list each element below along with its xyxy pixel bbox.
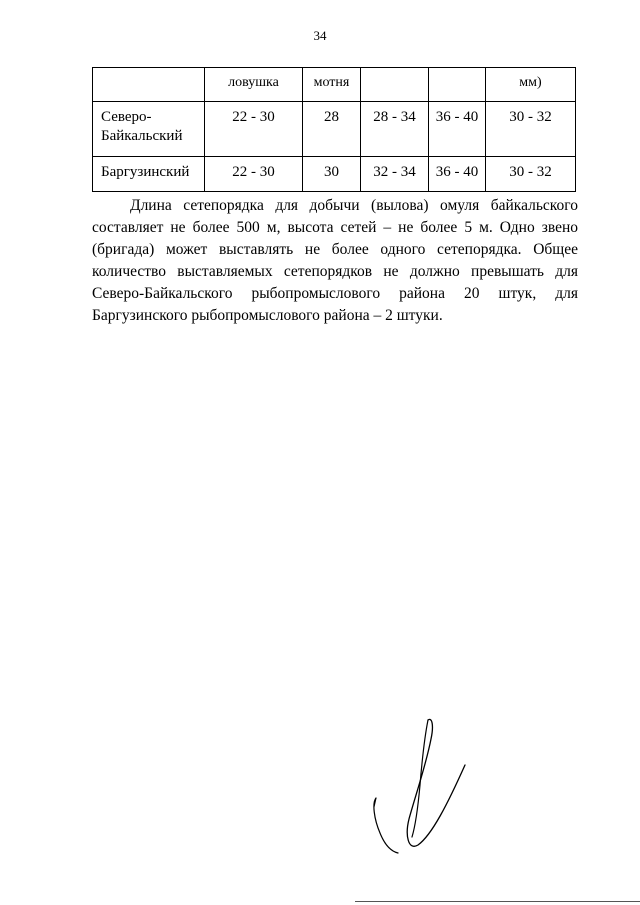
value-cell: 30 - 32	[486, 157, 576, 192]
region-name-cell	[93, 102, 205, 157]
region-name-line2: Байкальский	[101, 128, 183, 144]
value-cell: 36 - 40	[429, 157, 486, 192]
value-cell: 28 - 34	[361, 102, 429, 157]
header-cell-trap: ловушка	[205, 68, 303, 102]
table-header-row	[93, 68, 576, 102]
page-number: 34	[313, 28, 327, 43]
value-cell: 32 - 34	[361, 157, 429, 192]
mesh-size-table	[92, 67, 576, 192]
region-name-line1: Баргузинский	[101, 164, 190, 180]
region-name-cell	[93, 157, 205, 192]
value-cell: 22 - 30	[205, 102, 303, 157]
value-cell: 30	[303, 157, 361, 192]
body-paragraph: Длина сетепорядка для добычи (вылова) омуля байкальского составляет не более 500 м, высота сетей – не более 5 м. Одно звено (бригада) может выставлять не более одного сетепорядка. Общее количество выставляемых сетепорядков не должно превышать для Северо-Байкальского рыбопромыслового района 20 штук, для Баргузинского рыбопромыслового района – 2 штуки.	[92, 197, 578, 324]
table-row	[93, 102, 576, 157]
value-cell: 30 - 32	[486, 102, 576, 157]
region-name-line1: Северо-	[101, 109, 152, 125]
value-cell: 28	[303, 102, 361, 157]
header-cell-cod-end: мотня	[303, 68, 361, 102]
header-cell-region	[93, 68, 205, 102]
value-cell: 22 - 30	[205, 157, 303, 192]
table-row	[93, 157, 576, 192]
header-cell-mm: мм)	[486, 68, 576, 102]
header-cell-3	[361, 68, 429, 102]
header-cell-4	[429, 68, 486, 102]
handwritten-signature	[368, 715, 478, 860]
page-bottom-edge	[355, 901, 640, 902]
value-cell: 36 - 40	[429, 102, 486, 157]
